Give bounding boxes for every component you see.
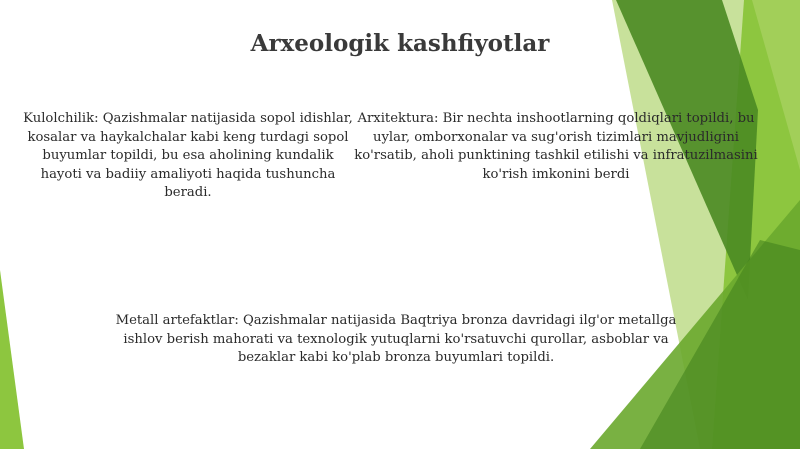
slide-title: Arxeologik kashfiyotlar — [250, 30, 550, 57]
text-block-architecture: Arxitektura: Bir nechta inshootlarning qoldiqlari topildi, bu uylar, omborxonalar va sug'orish tizimlari mavjudligini ko'rsatib, aholi punktining tashkil etilishi va infratuzilmasini ko'rish imkonini berdi — [354, 111, 758, 182]
left-accent-shape — [0, 270, 24, 449]
text-block-metal-artifacts: Metall artefaktlar: Qazishmalar natijasida Baqtriya bronza davridagi ilg'or metallga ishlov berish mahorati va texnologik yutuqlarni ko'rsatuvchi qurollar, asboblar va bezaklar kabi ko'plab bronza buyumlari topildi. — [115, 313, 677, 365]
text-block-pottery: Kulolchilik: Qazishmalar natijasida sopol idishlar, kosalar va haykalchalar kabi keng turdagi sopol buyumlar topildi, bu esa aholining kundalik hayoti va badiiy amaliyoti haqida tushuncha beradi. — [23, 111, 353, 200]
